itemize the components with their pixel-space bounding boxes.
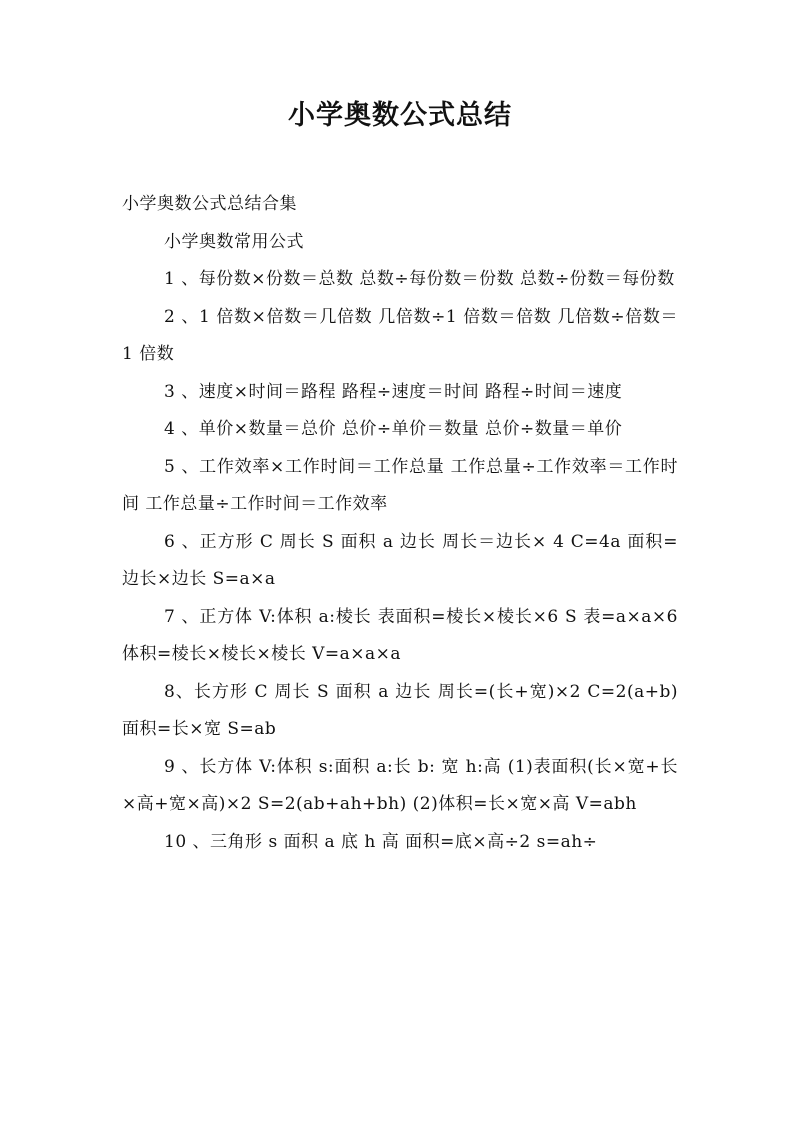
page-title: 小学奥数公式总结 bbox=[288, 100, 512, 131]
formula-item-2: 2 、1 倍数×倍数＝几倍数 几倍数÷1 倍数＝倍数 几倍数÷倍数＝1 倍数 bbox=[122, 306, 678, 364]
document-body bbox=[122, 186, 678, 861]
paragraph-section-heading: 小学奥数常用公式 bbox=[164, 231, 304, 252]
formula-item-6: 6 、正方形 C 周长 S 面积 a 边长 周长＝边长× 4 C=4a 面积=边长×边长 S=a×a bbox=[122, 531, 678, 589]
formula-item-5: 5 、工作效率×工作时间＝工作总量 工作总量÷工作效率＝工作时间 工作总量÷工作时间＝工作效率 bbox=[122, 456, 678, 514]
formula-item-4: 4 、单价×数量＝总价 总价÷单价＝数量 总价÷数量＝单价 bbox=[164, 419, 623, 439]
paragraph-collection-title: 小学奥数公式总结合集 bbox=[122, 194, 297, 214]
formula-item-7: 7 、正方体 V:体积 a:棱长 表面积=棱长×棱长×6 S 表=a×a×6 体积=棱长×棱长×棱长 V=a×a×a bbox=[122, 606, 678, 664]
formula-item-10: 10 、三角形 s 面积 a 底 h 高 面积=底×高÷2 s=ah÷ bbox=[164, 831, 598, 852]
formula-item-1: 1 、每份数×份数＝总数 总数÷每份数＝份数 总数÷份数＝每份数 bbox=[164, 269, 675, 289]
formula-item-3: 3 、速度×时间＝路程 路程÷速度＝时间 路程÷时间＝速度 bbox=[164, 381, 623, 402]
formula-item-8: 8、长方形 C 周长 S 面积 a 边长 周长=(长+宽)×2 C=2(a+b) 面积=长×宽 S=ab bbox=[122, 681, 678, 739]
formula-item-9: 9 、长方体 V:体积 s:面积 a:长 b: 宽 h:高 (1)表面积(长×宽+长×高+宽×高)×2 S=2(ab+ah+bh) (2)体积=长×宽×高 V=abh bbox=[122, 756, 678, 814]
